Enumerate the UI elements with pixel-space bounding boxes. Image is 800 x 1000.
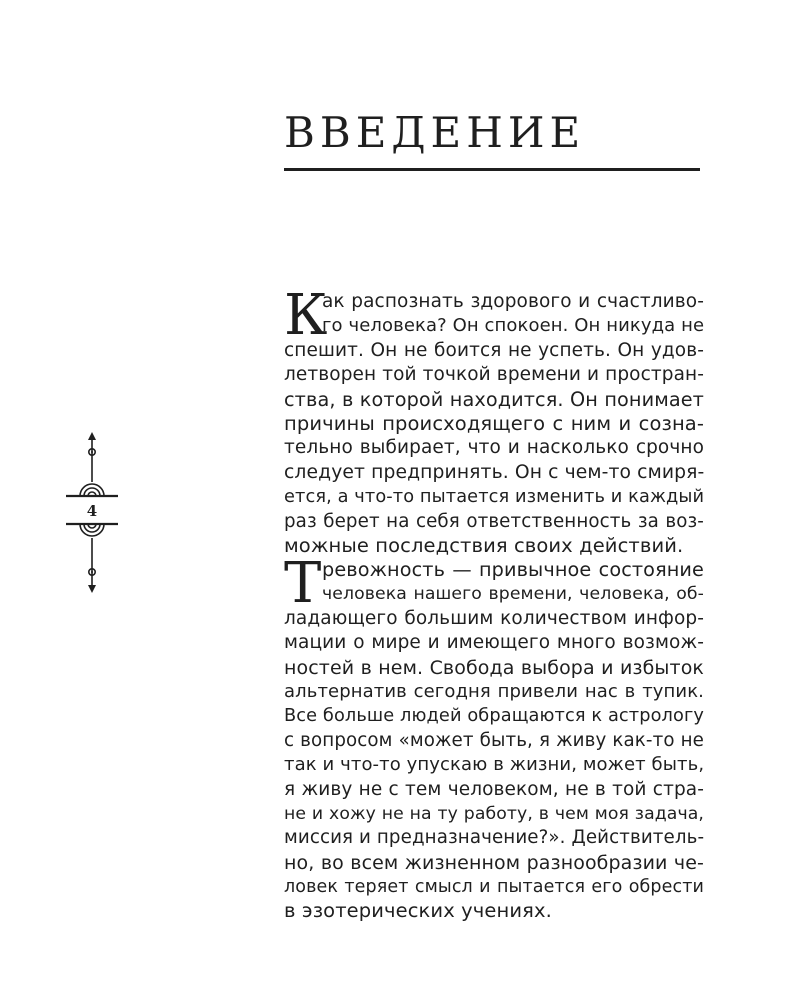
text-line: летворен той точкой времени и простран- — [284, 364, 704, 386]
text-line: так и что-то упускаю в жизни, может быть, — [284, 754, 705, 776]
text-line: следует предпринять. Он с чем-то смиря- — [284, 461, 705, 483]
text-line: мации о мире и имеющего много возмож- — [284, 632, 704, 654]
text-line: спешит. Он не боится не успеть. Он удов- — [284, 339, 704, 361]
text-line: альтернатив сегодня привели нас в тупик. — [284, 680, 704, 702]
text-line: человека нашего времени, человека, об- — [322, 584, 704, 605]
text-line: ства, в которой находится. Он понимает — [284, 387, 704, 411]
text-line: ется, а что-то пытается изменить и каждый — [284, 487, 705, 508]
text-line: с вопросом «может быть, я живу как-то не — [284, 729, 704, 751]
chapter-title: ВВЕДЕНИЕ — [284, 108, 586, 157]
title-underline — [284, 168, 700, 171]
text-line: раз берет на себя ответственность за воз- — [284, 510, 704, 532]
text-line: миссия и предназначение?». Действитель- — [284, 827, 705, 849]
text-line: ладающего большим количеством инфор- — [284, 607, 704, 629]
text-line: тельно выбирает, что и насколько срочно — [284, 437, 704, 459]
text-line: в эзотерических учениях. — [284, 899, 552, 923]
text-line: ревожность — привычное состояние — [322, 558, 704, 581]
text-line: ак распознать здорового и счастливо- — [322, 291, 704, 312]
drop-cap: К — [284, 283, 328, 348]
text-line: можные последствия своих действий. — [284, 533, 684, 557]
text-line: го человека? Он спокоен. Он никуда не — [322, 315, 705, 337]
text-line: ловек теряет смысл и пытается его обрести — [284, 877, 704, 898]
drop-cap: Т — [284, 551, 322, 616]
text-line: но, во всем жизненном разнообразии че- — [284, 851, 704, 874]
text-line: не и хожу не на ту работу, в чем моя задача, — [284, 803, 704, 824]
page-number: 4 — [86, 502, 98, 520]
text-line: причины происходящего с ним и созна- — [284, 411, 704, 435]
text-line: я живу не с тем человеком, не в той стра- — [284, 778, 704, 800]
paragraph-2 — [284, 551, 705, 924]
text-line: Все больше людей обращаются к астрологу — [284, 706, 704, 727]
paragraph-1 — [284, 283, 705, 558]
text-line: ностей в нем. Свобода выбора и избыток — [284, 656, 704, 679]
